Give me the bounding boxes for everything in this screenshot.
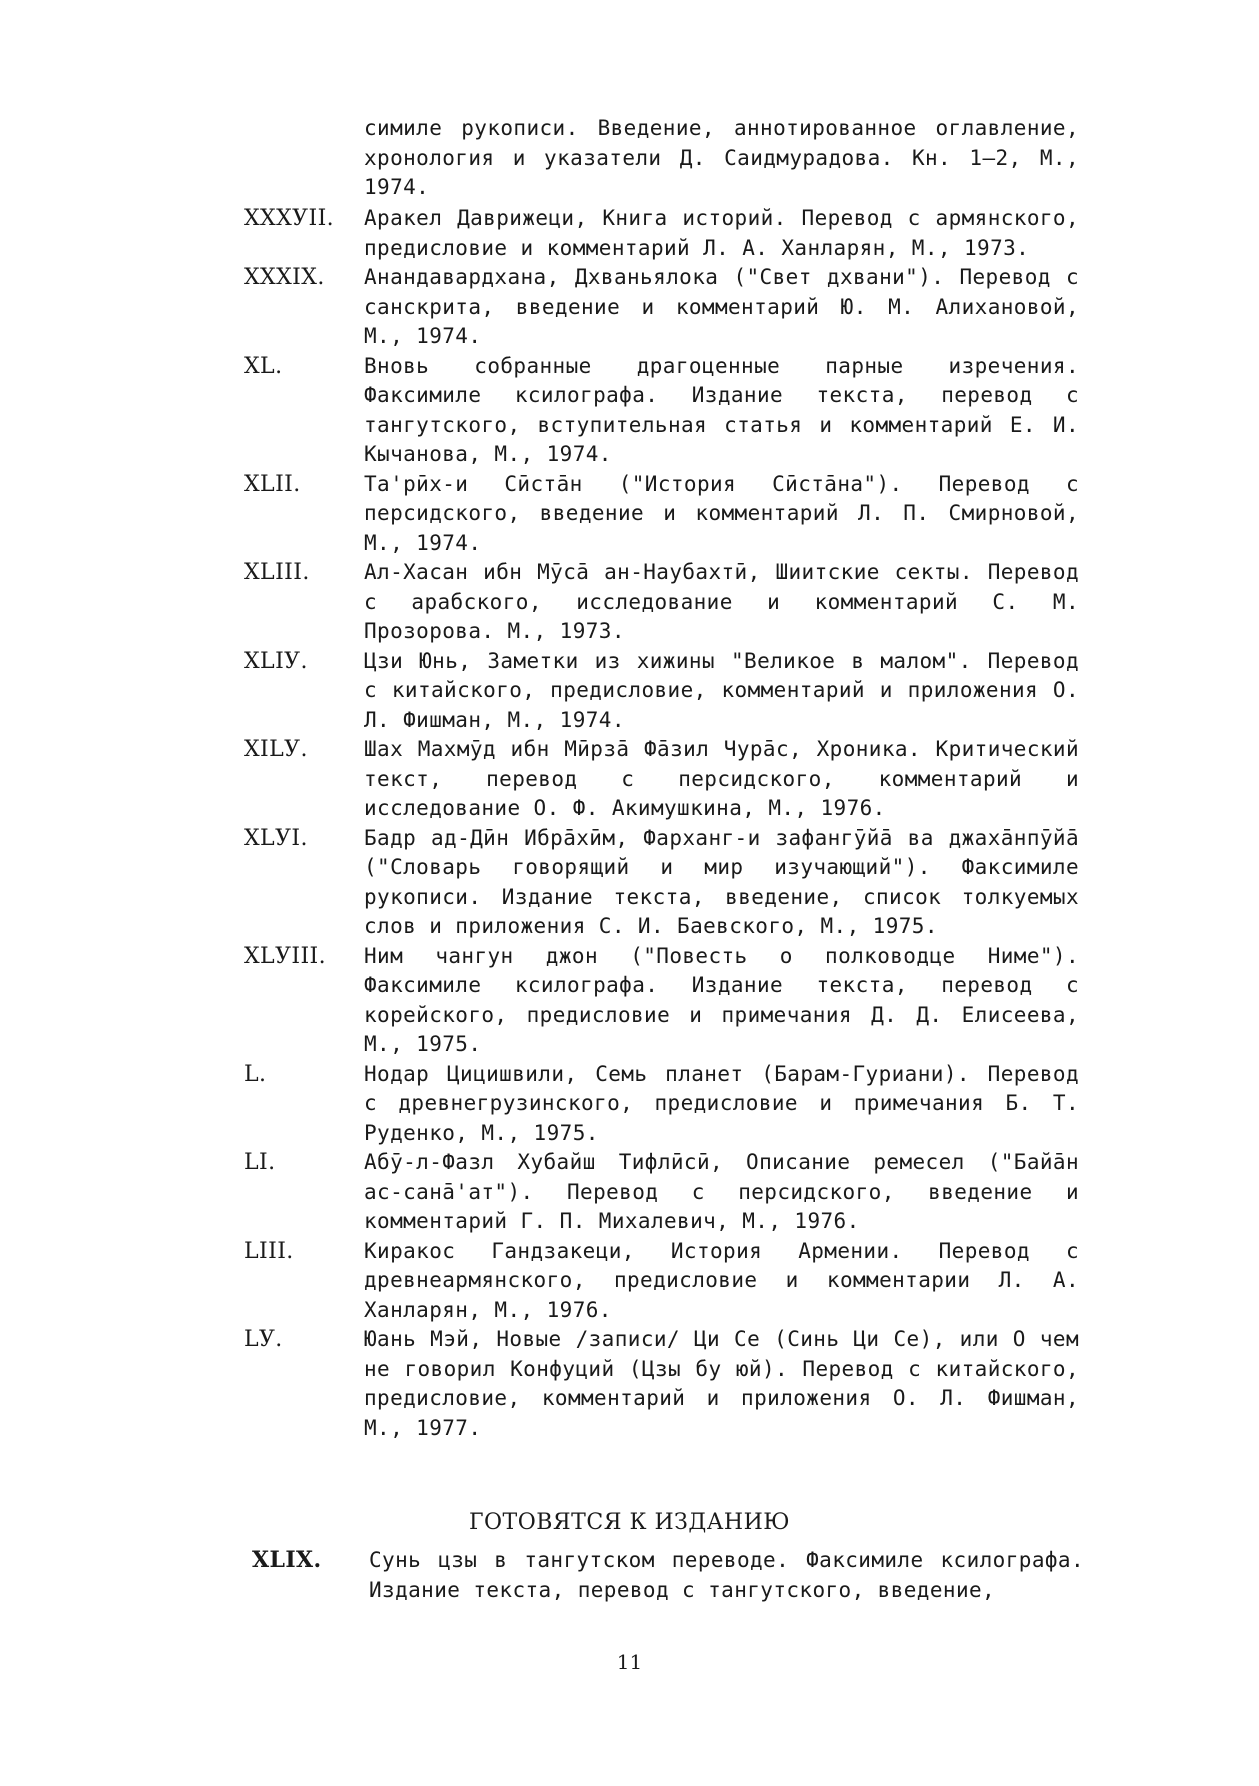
entry-text: Шах Махмӯд ибн Мӣрзā Фāзил Чурāс, Хроника. Критический текст, перевод с персидского, комментарий и исследование О. Ф. Акимушкина, М., 1976. [364, 737, 1079, 820]
entry-number: XL. [244, 353, 283, 379]
list-item [244, 263, 1079, 352]
entry-number: XLII. [244, 471, 301, 497]
list-item [244, 824, 1079, 942]
entry-number: LI. [244, 1150, 276, 1175]
entry-number: XXXIX. [244, 265, 325, 290]
entry-number: L. [244, 1061, 267, 1087]
entry-number: XLIУ. [244, 648, 308, 674]
list-item [252, 1546, 1084, 1605]
entry-number: XLУI. [244, 825, 308, 851]
list-item [244, 942, 1079, 1060]
entry-number: LIII. [244, 1238, 294, 1264]
entry-text: Абӯ-л-Фазл Хубайш Тифлӣсӣ, Описание ремесел ("Байāн ас-санā'ат"). Перевод с персидского, введение и комментарий Г. П. Михалевич, М., 1976. [364, 1150, 1079, 1233]
page-number: 11 [616, 1650, 643, 1674]
entry-number: XLУIII. [244, 943, 327, 969]
list-item [244, 1325, 1079, 1443]
entry-number: LУ. [244, 1327, 283, 1352]
list-item [244, 1237, 1079, 1326]
entry-text: Цзи Юнь, Заметки из хижины "Великое в малом". Перевод с китайского, предисловие, комментарий и приложения О. Л. Фишман, М., 1974. [364, 648, 1079, 732]
entry-text: Бадр ад-Дӣн Ибрāхӣм, Фарханг-и зафангӯйā ва джахāнпӯйā ("Словарь говорящий и мир изучающий"). Факсимиле рукописи. Издание текста, введение, список толкуемых слов и приложения С. И. Баевского, М., 1975. [364, 825, 1079, 938]
entry-text: Та'рӣх-и Сӣстāн ("История Сӣстāна"). Перевод с персидского, введение и комментарий Л. П. Смирновой, М., 1974. [364, 471, 1079, 555]
bibliography-list [244, 204, 1079, 1443]
section-heading: ГОТОВЯТСЯ К ИЗДАНИЮ [468, 1510, 791, 1535]
entry-text: Аракел Даврижеци, Книга историй. Перевод с армянского, предисловие и комментарий Л. А. Ханларян, М., 1973. [364, 206, 1079, 260]
list-item [244, 1148, 1079, 1237]
list-item [244, 470, 1079, 559]
list-item [244, 204, 1079, 263]
entry-text: Анандавардхана, Дхваньялока ("Свет дхвани"). Перевод с санскрита, введение и комментарий Ю. М. Алихановой, М., 1974. [364, 265, 1079, 348]
entry-text: Сунь цзы в тангутском переводе. Факсимиле ксилографа. Издание текста, перевод с тангутского, введение, [369, 1548, 1084, 1602]
entry-text: Нодар Цицишвили, Семь планет (Барам-Гуриани). Перевод с древнегрузинского, предисловие и примечания Б. Т. Руденко, М., 1975. [364, 1061, 1079, 1145]
list-item [244, 1060, 1079, 1149]
entry-text: Юань Мэй, Новые /записи/ Ци Се (Синь Ци Се), или О чем не говорил Конфуций (Цзы бу юй). Перевод с китайского, предисловие, комментарий и приложения О. Л. Фишман, М., 1977. [364, 1327, 1079, 1440]
entry-number: XILУ. [244, 737, 308, 762]
entry-number: XLIX. [252, 1547, 322, 1573]
list-item [244, 558, 1079, 647]
list-item [244, 352, 1079, 470]
upcoming-list [252, 1546, 1084, 1605]
list-item [244, 647, 1079, 736]
entry-text: Вновь собранные драгоценные парные изречения. Факсимиле ксилографа. Издание текста, перевод с тангутского, вступительная статья и комментарий Е. И. Кычанова, М., 1974. [364, 353, 1079, 466]
entry-text: Киракос Гандзакеци, История Армении. Перевод с древнеармянского, предисловие и комментарии Л. А. Ханларян, М., 1976. [364, 1238, 1079, 1322]
continuation-paragraph: симиле рукописи. Введение, аннотированное оглавление, хронология и указатели Д. Саидмурадова. Кн. 1–2, М., 1974. [364, 116, 1079, 199]
entry-number: XXXУII. [244, 206, 335, 231]
entry-text: Ним чангун джон ("Повесть о полководце Ниме"). Факсимиле ксилографа. Издание текста, перевод с корейского, предисловие и примечания Д. Д. Елисеева, М., 1975. [364, 943, 1079, 1056]
entry-number: XLIII. [244, 560, 310, 585]
entry-text: Ал-Хасан ибн Мӯсā ан-Наубахтӣ, Шиитские секты. Перевод с арабского, исследование и комментарий С. М. Прозорова. М., 1973. [364, 560, 1079, 643]
list-item [244, 735, 1079, 824]
